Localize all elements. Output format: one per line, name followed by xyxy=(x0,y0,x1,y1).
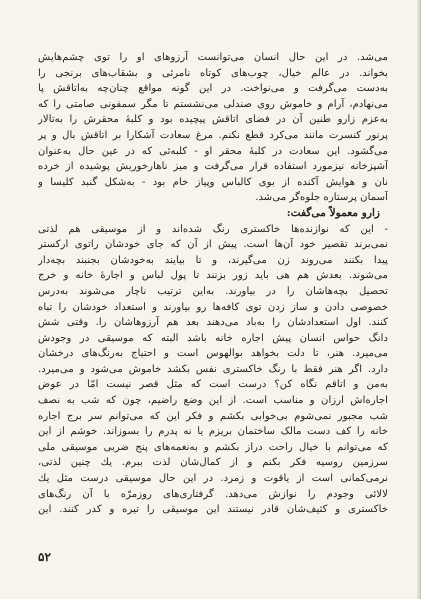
text-line: می‌گشود. این سعادت در کلبهٔ محقر او - کلبه‌ئی که در عین حال به‌عنوان xyxy=(38,145,388,157)
text-line: سرزمین روسیه فکر بکنم و از کمال‌شان لذت ببرم. یك چنین لذتی، xyxy=(38,457,388,469)
text-line: اجاره‌اش ارزان و مناسب است. از این وضع راضیم، چون که شب‌ به نصف xyxy=(38,395,388,407)
text-line: خاکستری و کثیف‌شان قادر نیستند این موسیقی را تیره و کدر کنند. این xyxy=(38,504,388,516)
text-line: نرمی‌کمانی است از یاقوت و زمرد. در این حال موسیقی درست مثل یك xyxy=(38,473,388,485)
text-line: نمی‌برند تقصیر خود آن‌ها است. پیش از آن که جای خودشان راتوی ارکستر xyxy=(38,239,388,251)
text-line: نان و هوایش آکنده از بوی کالباس وپیاز خام بود - به‌شکل گنبد کلیسا و xyxy=(38,176,388,188)
text-line: پیدا بکنند می‌روند زن می‌گیرند، و تا بیایند به‌خودشان بجنبند بچه‌دار xyxy=(38,254,388,266)
text-line: به‌عزم زارو طنین آن در فضای اتاقش پیچیده بود و کلبهٔ محقرش را به‌تالار xyxy=(38,114,388,126)
text-line: به‌من و اتاقم نگاه کن؟ درست است که مثل قصر نیست امّا در عوض xyxy=(38,379,388,391)
text-line: پرنور کنسرت مانند می‌کرد قطع نکنم. مرغ سعادت آشکارا بر اتاقش بال و پر xyxy=(38,129,388,141)
scan-edge-shadow xyxy=(417,0,421,599)
text-line: می‌نهادم، آرام و خاموش روی صندلی می‌نشستم تا مگر سمفونی صامتی را که xyxy=(38,98,388,110)
text-line: آسمان پرستاره جلوه‌گر می‌شد. xyxy=(255,192,388,204)
page-number: ۵۲ xyxy=(38,550,51,564)
paragraph-1 xyxy=(38,50,388,206)
body-text xyxy=(38,50,388,518)
text-line: تحصیل بچه‌هاشان را در بیاورند. به‌این ترتیب ناچار می‌شوند به‌درس xyxy=(38,285,388,297)
text-line: دارد. اگر هنر فقط با رنگ خاکستری نفس بکشد خاموش می‌شود و می‌میرد. xyxy=(38,363,388,375)
text-line: - این که نوازنده‌ها خاکستری رنگ شده‌اند و از موسیقی هم لذتی xyxy=(38,223,388,235)
text-line: که می‌توانم با خیال راحت دراز بکشم و به‌نغمه‌های پنج ضربی موسیقی ملی xyxy=(38,441,388,453)
text-line: خانه را کف دست مالک ساختمان بریزم یا نه پدرم را بسوزاند. خوشم از این xyxy=(38,426,388,438)
text-line: می‌شوند. بعدش هم هی باید زور بزنند تا پول لباس و اجارهٔ خانه و خرج xyxy=(38,270,388,282)
text-line: کنند. اول استعدادشان را به‌باد می‌دهند بعد هم آرزوهاشان را. وقتی شش xyxy=(38,317,388,329)
paragraph-2 xyxy=(38,222,388,518)
text-line: دانگ حواس انسان پیش اجاره خانه باشد البته که موسیقی در وجودش xyxy=(38,332,388,344)
text-line: می‌شد. در این حال انسان می‌توانست آرزوهای او را توی چشم‌هایش xyxy=(38,52,388,63)
text-line: لالائی وجودم را نوازش می‌دهد. گرفتاری‌های روزمرّه با آن رنگ‌های xyxy=(38,488,388,500)
text-line: به‌دست می‌گرفت و می‌نواخت. در این گونه مواقع چنان‌چه به‌اتاقش پا xyxy=(38,83,388,95)
speaker-line: زارو معمولاً می‌گفت: xyxy=(286,206,380,219)
text-line: بخواند. در عالم خیال، چوب‌های کوتاه نامرئی و بشقاب‌های برنجی را xyxy=(38,67,388,79)
text-line: شب مجبور نمی‌شوم بی‌خوابی بکشم و فکر این که می‌توانم سر برج اجاره xyxy=(38,410,388,422)
text-line: آشپزخانه نیزمورد استفاده قرار می‌گرفت و میز ناهارخوریش پوشیده از خرده xyxy=(38,161,388,173)
text-line: خصوصی دادن و ساز زدن توی کافه‌ها رو بیاورند و استعداد خودشان را تباه xyxy=(38,301,388,313)
text-line: می‌میرد. هنر، تا دلت بخواهد بوالهوس است و احتیاج به‌رنگ‌های درخشان xyxy=(38,348,388,360)
